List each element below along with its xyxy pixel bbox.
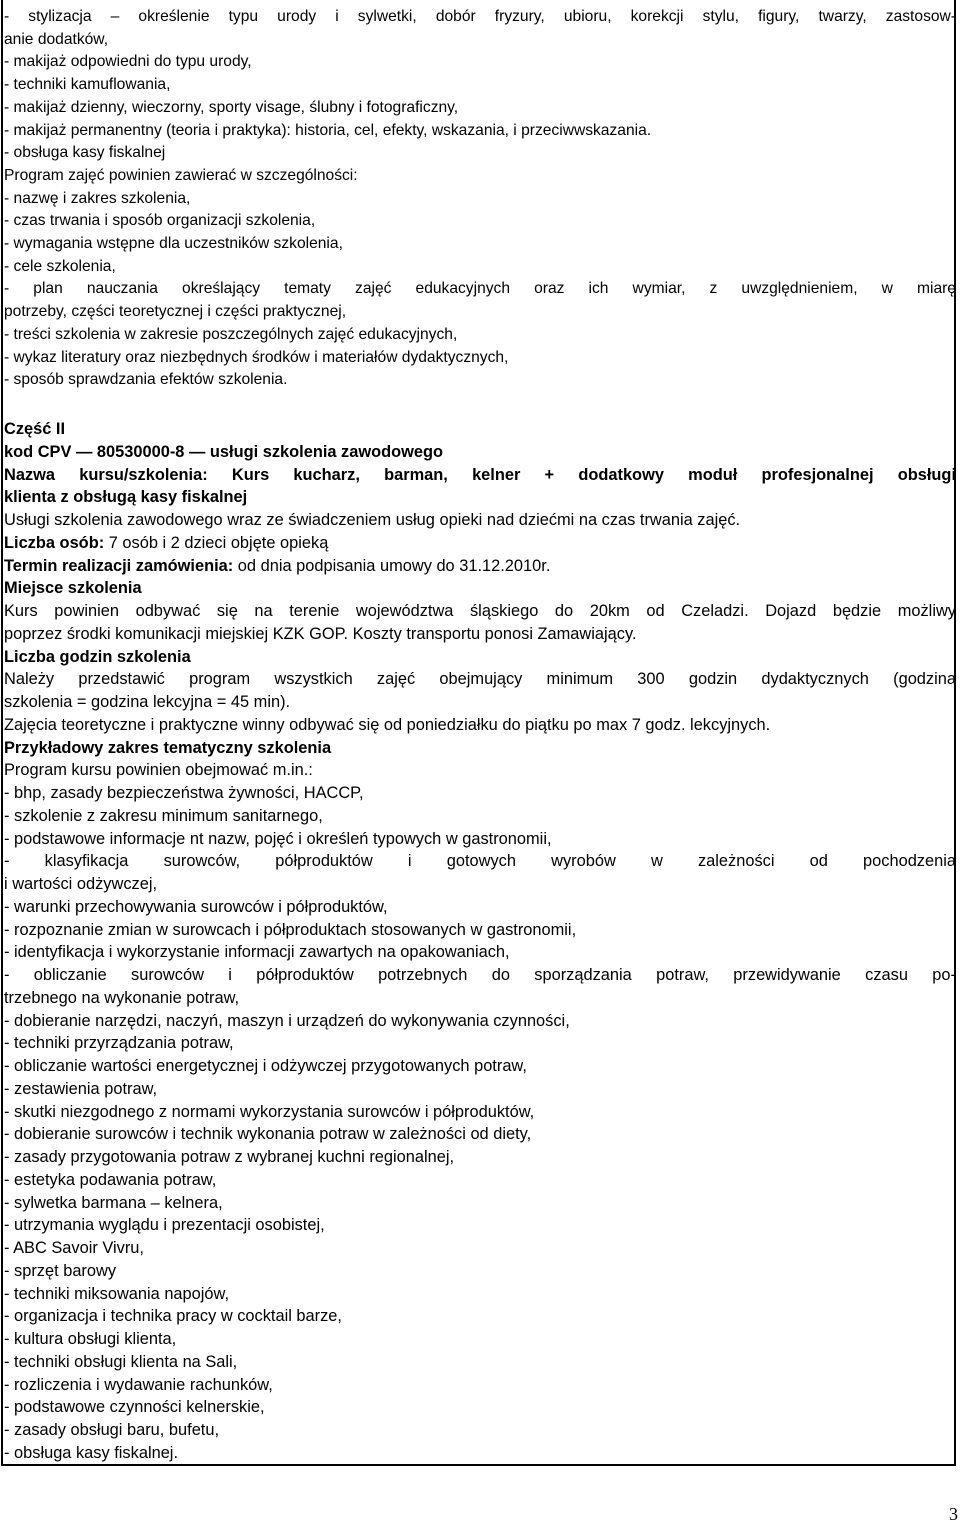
line-text: - skutki niezgodnego z normami wykorzystania surowców i półproduktów,	[4, 1102, 535, 1121]
line-text: - techniki przyrządzania potraw,	[4, 1034, 234, 1053]
text-line	[4, 301, 956, 324]
line-text: - dobieranie narzędzi, naczyń, maszyn i urządzeń do wykonywania czynności,	[4, 1011, 570, 1030]
text-line	[4, 418, 956, 441]
text-line	[4, 1192, 956, 1215]
text-line	[4, 486, 956, 509]
line-text: - utrzymania wyglądu i prezentacji osobistej,	[4, 1216, 325, 1235]
text-line	[4, 941, 956, 964]
text-line	[4, 623, 956, 646]
line-text: anie dodatków,	[4, 30, 109, 48]
text-line	[4, 1237, 956, 1260]
text-line	[4, 1169, 956, 1192]
line-text: - identyfikacja i wykorzystanie informacji zawartych na opakowaniach,	[4, 943, 510, 962]
line-text: - czas trwania i sposób organizacji szkolenia,	[4, 212, 316, 230]
line-text: szkolenia = godzina lekcyjna = 45 min).	[4, 693, 291, 711]
line-text: - sprzęt barowy	[4, 1261, 117, 1280]
line-text: - szkolenie z zakresu minimum sanitarnego,	[4, 806, 323, 825]
text-line	[4, 782, 956, 805]
text-line	[4, 1351, 956, 1374]
bold-label: Liczba godzin szkolenia	[4, 647, 191, 666]
line-text: - bhp, zasady bezpieczeństwa żywności, HACCP,	[4, 784, 364, 802]
line-text: Program kursu powinien obejmować m.in.:	[4, 761, 313, 780]
text-line	[4, 737, 956, 760]
text-line	[4, 188, 956, 211]
text-line	[4, 1123, 956, 1146]
line-text: - kultura obsługi klienta,	[4, 1330, 177, 1348]
line-text: - techniki obsługi klienta na Sali,	[4, 1352, 238, 1371]
text-line	[4, 1101, 956, 1124]
text-line	[4, 987, 956, 1010]
bold-label: kod CPV — 80530000-8 — usługi szkolenia zawodowego	[4, 442, 444, 461]
line-text: - organizacja i technika pracy w cocktail barze,	[4, 1307, 342, 1326]
text-line	[4, 441, 956, 464]
text-line	[4, 29, 956, 52]
line-text: - sposób sprawdzania efektów szkolenia.	[4, 371, 288, 389]
text-line	[4, 1374, 956, 1397]
line-text: - obsługa kasy fiskalnej.	[4, 1443, 179, 1462]
text-line	[4, 646, 956, 669]
line-text: Kurs powinien odbywać się na terenie województwa śląskiego do 20km od Czeladzi. Dojazd będzie możliwy	[4, 602, 956, 620]
line-text: - stylizacja – określenie typu urody i sylwetki, dobór fryzury, ubioru, korekcji stylu, figury, twarzy, zastosow-	[4, 8, 956, 25]
text-line	[4, 714, 956, 737]
text-line	[4, 1010, 956, 1033]
line-text: - zestawienia potraw,	[4, 1079, 158, 1098]
bold-label: klienta z obsługą kasy fiskalnej	[4, 488, 248, 507]
text-line	[4, 51, 956, 74]
text-line	[4, 1442, 956, 1465]
line-text: - estetyka podawania potraw,	[4, 1170, 217, 1189]
text-line	[4, 964, 956, 987]
text-line	[4, 120, 956, 143]
text-line	[4, 1055, 956, 1078]
text-line	[4, 668, 956, 691]
line-text: Usługi szkolenia zawodowego wraz ze świadczeniem usług opieki nad dziećmi na czas trwania zajęć.	[4, 511, 741, 529]
text-line	[4, 509, 956, 532]
line-text: - rozpoznanie zmian w surowcach i półproduktach stosowanych w gastronomii,	[4, 920, 577, 939]
line-text: - obliczanie wartości energetycznej i odżywczej przygotowanych potraw,	[4, 1057, 527, 1075]
line-text: - makijaż dzienny, wieczorny, sporty visage, ślubny i fotograficzny,	[4, 98, 459, 116]
bold-label: Nazwa kursu/szkolenia: Kurs kucharz, barman, kelner + dodatkowy moduł profesjonalnej obsługi	[4, 465, 956, 484]
line-text: - plan nauczania określający tematy zajęć edukacyjnych oraz ich wymiar, z uwzględnieniem, w miarę	[4, 280, 956, 298]
text-line	[4, 828, 956, 851]
text-line	[4, 142, 956, 165]
page-number: 3	[949, 1504, 958, 1524]
bold-label: Miejsce szkolenia	[4, 579, 142, 598]
text-line	[4, 278, 956, 301]
line-text: - makijaż odpowiedni do typu urody,	[4, 53, 252, 71]
text-line	[4, 577, 956, 600]
line-text: potrzeby, części teoretycznej i części praktycznej,	[4, 303, 347, 321]
text-line	[4, 555, 956, 578]
text-line	[4, 1260, 956, 1283]
text-line	[4, 1214, 956, 1237]
line-text: 7 osób i 2 dzieci objęte opieką	[104, 533, 329, 552]
line-text: - cele szkolenia,	[4, 257, 116, 275]
text-line	[4, 1032, 956, 1055]
text-line	[4, 691, 956, 714]
line-text: - nazwę i zakres szkolenia,	[4, 189, 191, 207]
bold-label: Przykładowy zakres tematyczny szkolenia	[4, 738, 332, 757]
line-text: trzebnego na wykonanie potraw,	[4, 988, 240, 1007]
line-text: poprzez środki komunikacji miejskiej KZK GOP. Koszty transportu ponosi Zamawiający.	[4, 624, 637, 643]
text-line	[4, 896, 956, 919]
text-line	[4, 210, 956, 233]
line-text: - sylwetka barmana – kelnera,	[4, 1193, 223, 1212]
line-text: od dnia podpisania umowy do 31.12.2010r.	[233, 556, 551, 575]
line-text: - makijaż permanentny (teoria i praktyka): historia, cel, efekty, wskazania, i przeciwwskazania.	[4, 121, 652, 139]
line-text: Program zajęć powinien zawierać w szczególności:	[4, 166, 358, 184]
line-text: - klasyfikacja surowców, półproduktów i gotowych wyrobów w zależności od pochodzenia	[4, 852, 956, 871]
text-line	[4, 97, 956, 120]
text-line	[4, 165, 956, 188]
text-line	[4, 1419, 956, 1442]
text-line	[4, 233, 956, 256]
bold-label: Termin realizacji zamówienia:	[4, 556, 234, 575]
text-line	[4, 1328, 956, 1351]
text-line	[4, 532, 956, 555]
text-line	[4, 919, 956, 942]
line-text: - warunki przechowywania surowców i półproduktów,	[4, 897, 388, 916]
section-part-ii	[4, 418, 956, 1465]
line-text: Należy przedstawić program wszystkich zajęć obejmujący minimum 300 godzin dydaktycznych (godzina	[4, 670, 956, 689]
line-text: - podstawowe czynności kelnerskie,	[4, 1398, 265, 1417]
text-line	[4, 850, 956, 873]
text-line	[4, 759, 956, 782]
text-line	[4, 1283, 956, 1306]
line-text: - obliczanie surowców i półproduktów potrzebnych do sporządzania potraw, przewidywanie czasu po-	[4, 966, 956, 984]
text-line	[4, 74, 956, 97]
text-line	[4, 256, 956, 279]
text-line	[4, 324, 956, 347]
text-line	[4, 464, 956, 487]
line-text: - wymagania wstępne dla uczestników szkolenia,	[4, 235, 343, 253]
line-text: - obsługa kasy fiskalnej	[4, 144, 166, 162]
line-text: - techniki miksowania napojów,	[4, 1284, 230, 1303]
line-text: - treści szkolenia w zakresie poszczególnych zajęć edukacyjnych,	[4, 325, 458, 343]
text-line	[4, 1146, 956, 1169]
text-line	[4, 1396, 956, 1419]
text-line	[4, 1078, 956, 1101]
bold-label: Liczba osób:	[4, 533, 105, 552]
text-line	[4, 1305, 956, 1328]
line-text: - ABC Savoir Vivru,	[4, 1239, 144, 1257]
line-text: - techniki kamuflowania,	[4, 76, 171, 94]
line-text: i wartości odżywczej,	[4, 875, 158, 893]
line-text: - podstawowe informacje nt nazw, pojęć i określeń typowych w gastronomii,	[4, 829, 552, 848]
text-line	[4, 347, 956, 370]
section-makeup-program	[4, 6, 956, 392]
text-line	[4, 600, 956, 623]
line-text: - dobieranie surowców i technik wykonania potraw w zależności od diety,	[4, 1125, 532, 1144]
text-line	[4, 805, 956, 828]
text-line	[4, 873, 956, 896]
bold-label: Część II	[4, 420, 66, 438]
line-text: - zasady obsługi baru, bufetu,	[4, 1421, 220, 1439]
line-text: - wykaz literatury oraz niezbędnych środków i materiałów dydaktycznych,	[4, 348, 509, 366]
line-text: - zasady przygotowania potraw z wybranej kuchni regionalnej,	[4, 1148, 455, 1166]
line-text: - rozliczenia i wydawanie rachunków,	[4, 1375, 273, 1394]
line-text: Zajęcia teoretyczne i praktyczne winny odbywać się od poniedziałku do piątku po max 7 godz. lekcyjnych.	[4, 715, 771, 734]
text-line	[4, 6, 956, 29]
text-line	[4, 369, 956, 392]
